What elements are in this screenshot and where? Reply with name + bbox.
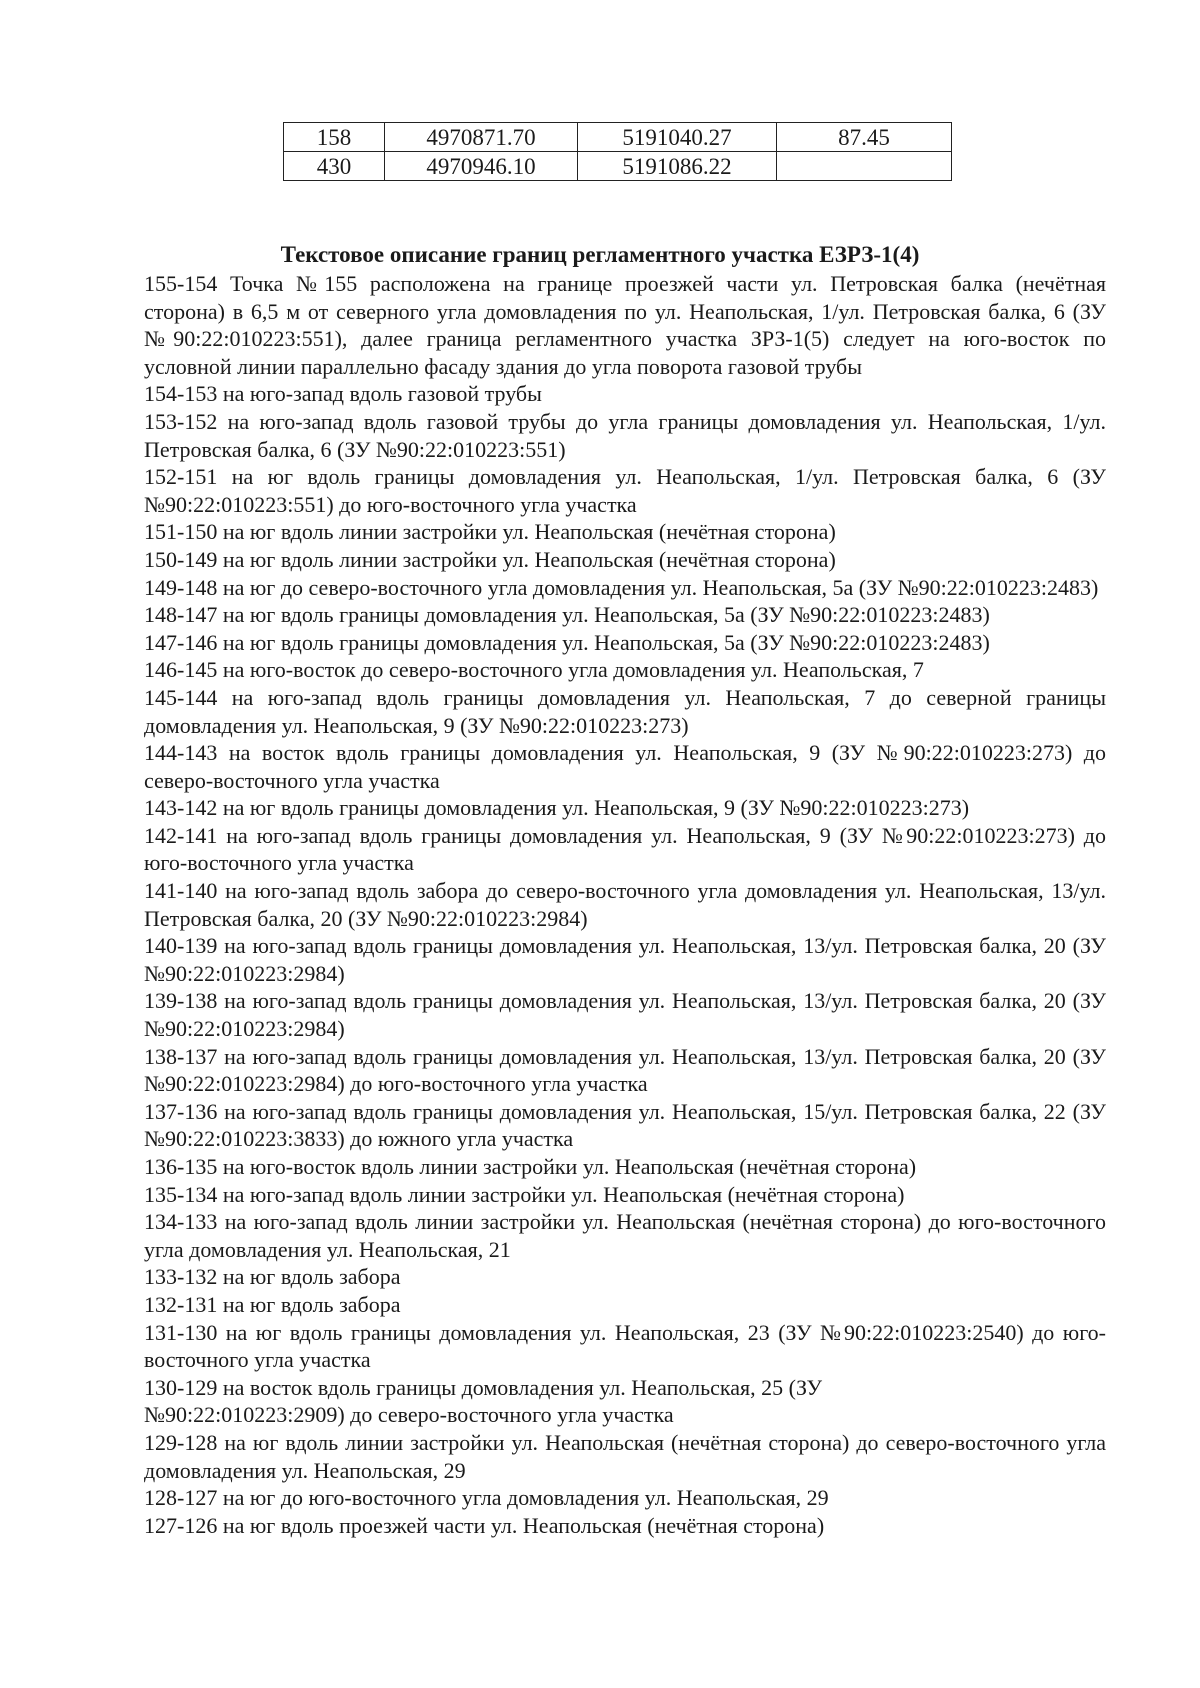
boundary-paragraph: 140-139 на юго-запад вдоль границы домовладения ул. Неапольская, 13/ул. Петровская балка, 20 (ЗУ №90:22:010223:2984) [144,933,1106,986]
section-heading: Текстовое описание границ регламентного участка ЕЗРЗ-1(4) [280,242,920,267]
table-cell-point: 430 [284,152,385,181]
boundary-paragraph: 133-132 на юг вдоль забора [144,1264,401,1290]
boundary-paragraph: 127-126 на юг вдоль проезжей части ул. Неапольская (нечётная сторона) [144,1512,825,1538]
boundary-paragraph: 151-150 на юг вдоль линии застройки ул. Неапольская (нечётная сторона) [144,519,836,545]
table-cell-x: 4970946.10 [385,152,578,181]
boundary-paragraph: 129-128 на юг вдоль линии застройки ул. Неапольская (нечётная сторона) до северо-восточного угла домовладения ул. Неапольская, 29 [144,1429,1106,1483]
coordinates-table [283,122,952,181]
boundary-paragraph: 132-131 на юг вдоль забора [144,1291,401,1317]
boundary-paragraph: 138-137 на юго-запад вдоль границы домовладения ул. Неапольская, 13/ул. Петровская балка, 20 (ЗУ №90:22:010223:2984) до юго-восточного угла участка [144,1043,1106,1097]
boundary-paragraph: 141-140 на юго-запад вдоль забора до северо-восточного угла домовладения ул. Неапольская, 13/ул. Петровская балка, 20 (ЗУ №90:22:010223:2984) [144,878,1106,931]
boundary-paragraph: 148-147 на юг вдоль границы домовладения ул. Неапольская, 5а (ЗУ №90:22:010223:2483) [144,602,990,628]
boundary-paragraph: 135-134 на юго-запад вдоль линии застройки ул. Неапольская (нечётная сторона) [144,1181,905,1207]
table-cell-x: 4970871.70 [385,123,578,152]
table-cell-y: 5191086.22 [578,152,777,181]
boundary-paragraph: 155-154 Точка №155 расположена на границе проезжей части ул. Петровская балка (нечётная сторона) в 6,5 м от северного угла домовладения по ул. Неапольская, 1/ул. Петровская балка, 6 (ЗУ №90:22:010223:551), далее граница регламентного участка ЗРЗ-1(5) следует на юго-восток по условной линии параллельно фасаду здания до угла поворота газовой трубы [144,271,1106,379]
boundary-paragraph: 145-144 на юго-запад вдоль границы домовладения ул. Неапольская, 7 до северной границы домовладения ул. Неапольская, 9 (ЗУ №90:22:010223:273) [144,684,1106,738]
boundary-paragraph: 139-138 на юго-запад вдоль границы домовладения ул. Неапольская, 13/ул. Петровская балка, 20 (ЗУ №90:22:010223:2984) [144,988,1106,1042]
boundary-paragraph: 134-133 на юго-запад вдоль линии застройки ул. Неапольская (нечётная сторона) до юго-восточного угла домовладения ул. Неапольская, 21 [144,1209,1106,1262]
boundary-paragraph: 131-130 на юг вдоль границы домовладения ул. Неапольская, 23 (ЗУ №90:22:010223:2540) до юго-восточного угла участка [144,1319,1106,1373]
table-cell-length: 87.45 [777,123,952,152]
boundary-paragraph: 142-141 на юго-запад вдоль границы домовладения ул. Неапольская, 9 (ЗУ №90:22:010223:273) до юго-восточного угла участка [144,822,1106,876]
boundary-paragraph: 144-143 на восток вдоль границы домовладения ул. Неапольская, 9 (ЗУ №90:22:010223:273) до северо-восточного угла участка [144,740,1106,793]
boundary-paragraph: 152-151 на юг вдоль границы домовладения ул. Неапольская, 1/ул. Петровская балка, 6 (ЗУ №90:22:010223:551) до юго-восточного угла участка [144,464,1106,517]
boundary-paragraph: 137-136 на юго-запад вдоль границы домовладения ул. Неапольская, 15/ул. Петровская балка, 22 (ЗУ №90:22:010223:3833) до южного угла участка [144,1098,1106,1152]
boundary-paragraph: 128-127 на юг до юго-восточного угла домовладения ул. Неапольская, 29 [144,1485,829,1511]
table-cell-point: 158 [284,123,385,152]
table-cell-length [777,152,952,181]
boundary-paragraph: 149-148 на юг до северо-восточного угла домовладения ул. Неапольская, 5а (ЗУ №90:22:010223:2483) [144,574,1099,600]
boundary-paragraph: 136-135 на юго-восток вдоль линии застройки ул. Неапольская (нечётная сторона) [144,1154,917,1179]
table-row [284,123,952,152]
boundary-paragraph: 143-142 на юг вдоль границы домовладения ул. Неапольская, 9 (ЗУ №90:22:010223:273) [144,795,970,821]
boundary-paragraph: 147-146 на юг вдоль границы домовладения ул. Неапольская, 5а (ЗУ №90:22:010223:2483) [144,629,990,655]
table-row [284,152,952,181]
table-cell-y: 5191040.27 [578,123,777,152]
boundary-paragraph: 153-152 на юго-запад вдоль газовой трубы до угла границы домовладения ул. Неапольская, 1/ул. Петровская балка, 6 (ЗУ №90:22:010223:551) [144,408,1106,462]
boundary-paragraph: 130-129 на восток вдоль границы домовладения ул. Неапольская, 25 (ЗУ №90:22:010223:2909) до северо-восточного угла участка [144,1374,823,1428]
boundary-description [144,270,1106,1539]
boundary-paragraph: 146-145 на юго-восток до северо-восточного угла домовладения ул. Неапольская, 7 [144,657,924,683]
boundary-paragraph: 154-153 на юго-запад вдоль газовой трубы [144,381,542,407]
boundary-paragraph: 150-149 на юг вдоль линии застройки ул. Неапольская (нечётная сторона) [144,546,836,572]
